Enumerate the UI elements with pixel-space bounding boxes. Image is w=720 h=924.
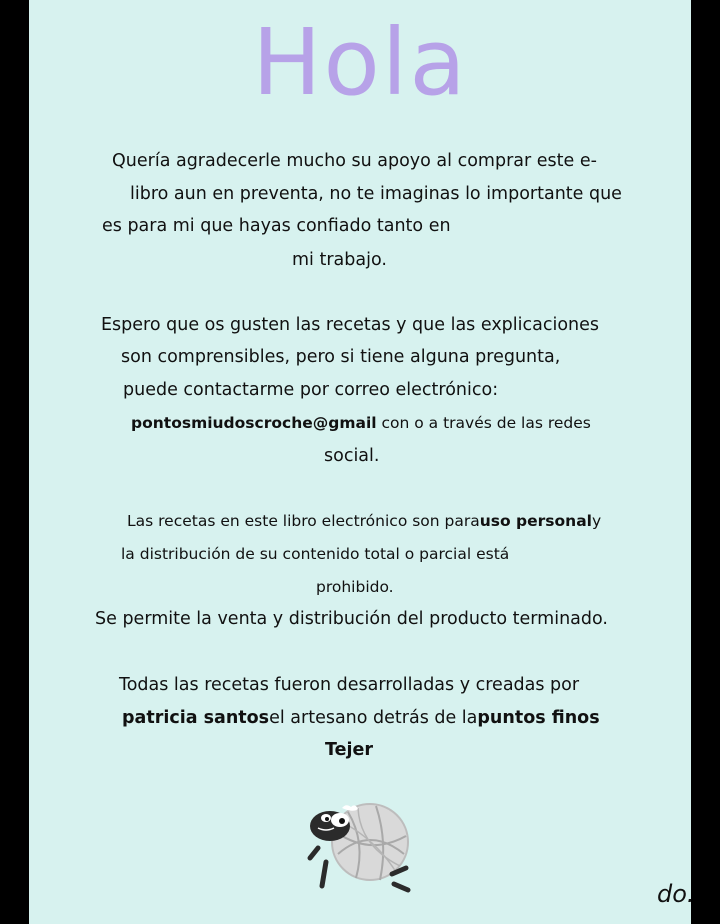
brand-name: puntos finos: [477, 708, 600, 728]
corner-text: do.: [657, 880, 695, 908]
text-line: la distribución de su contenido total o parcial está: [121, 545, 510, 563]
contact-email: pontosmiudoscroche@gmail: [131, 414, 377, 432]
text-line: mi trabajo.: [292, 250, 387, 270]
page-title: Hola: [252, 9, 468, 116]
text-span: y: [592, 512, 602, 530]
text-line: Se permite la venta y distribución del producto terminado.: [95, 609, 608, 629]
text-line: Espero que os gusten las recetas y que las explicaciones: [101, 315, 600, 335]
sheep-yarn-ball-icon: [296, 796, 426, 896]
author-name: patricia santos: [122, 708, 270, 728]
text-line: [122, 708, 600, 728]
text-span: Las recetas en este libro electrónico son para: [127, 512, 480, 530]
emphasis-usage: uso personal: [479, 512, 592, 530]
text-line: [127, 512, 601, 530]
text-line: son comprensibles, pero si tiene alguna pregunta,: [121, 347, 561, 367]
text-line: social.: [324, 446, 380, 466]
text-span: con o a través de las redes: [376, 414, 591, 432]
text-line: puede contactarme por correo electrónico:: [123, 380, 499, 400]
text-line: libro aun en preventa, no te imaginas lo importante que: [130, 184, 622, 204]
text-line: Todas las recetas fueron desarrolladas y creadas por: [119, 675, 580, 695]
text-span: el artesano detrás de la: [269, 708, 478, 728]
text-line: prohibido.: [316, 578, 394, 596]
text-line: Tejer: [325, 740, 373, 760]
text-line: [131, 414, 591, 432]
text-line: Quería agradecerle mucho su apoyo al comprar este e-: [112, 151, 597, 171]
text-line: es para mi que hayas confiado tanto en: [102, 216, 451, 236]
